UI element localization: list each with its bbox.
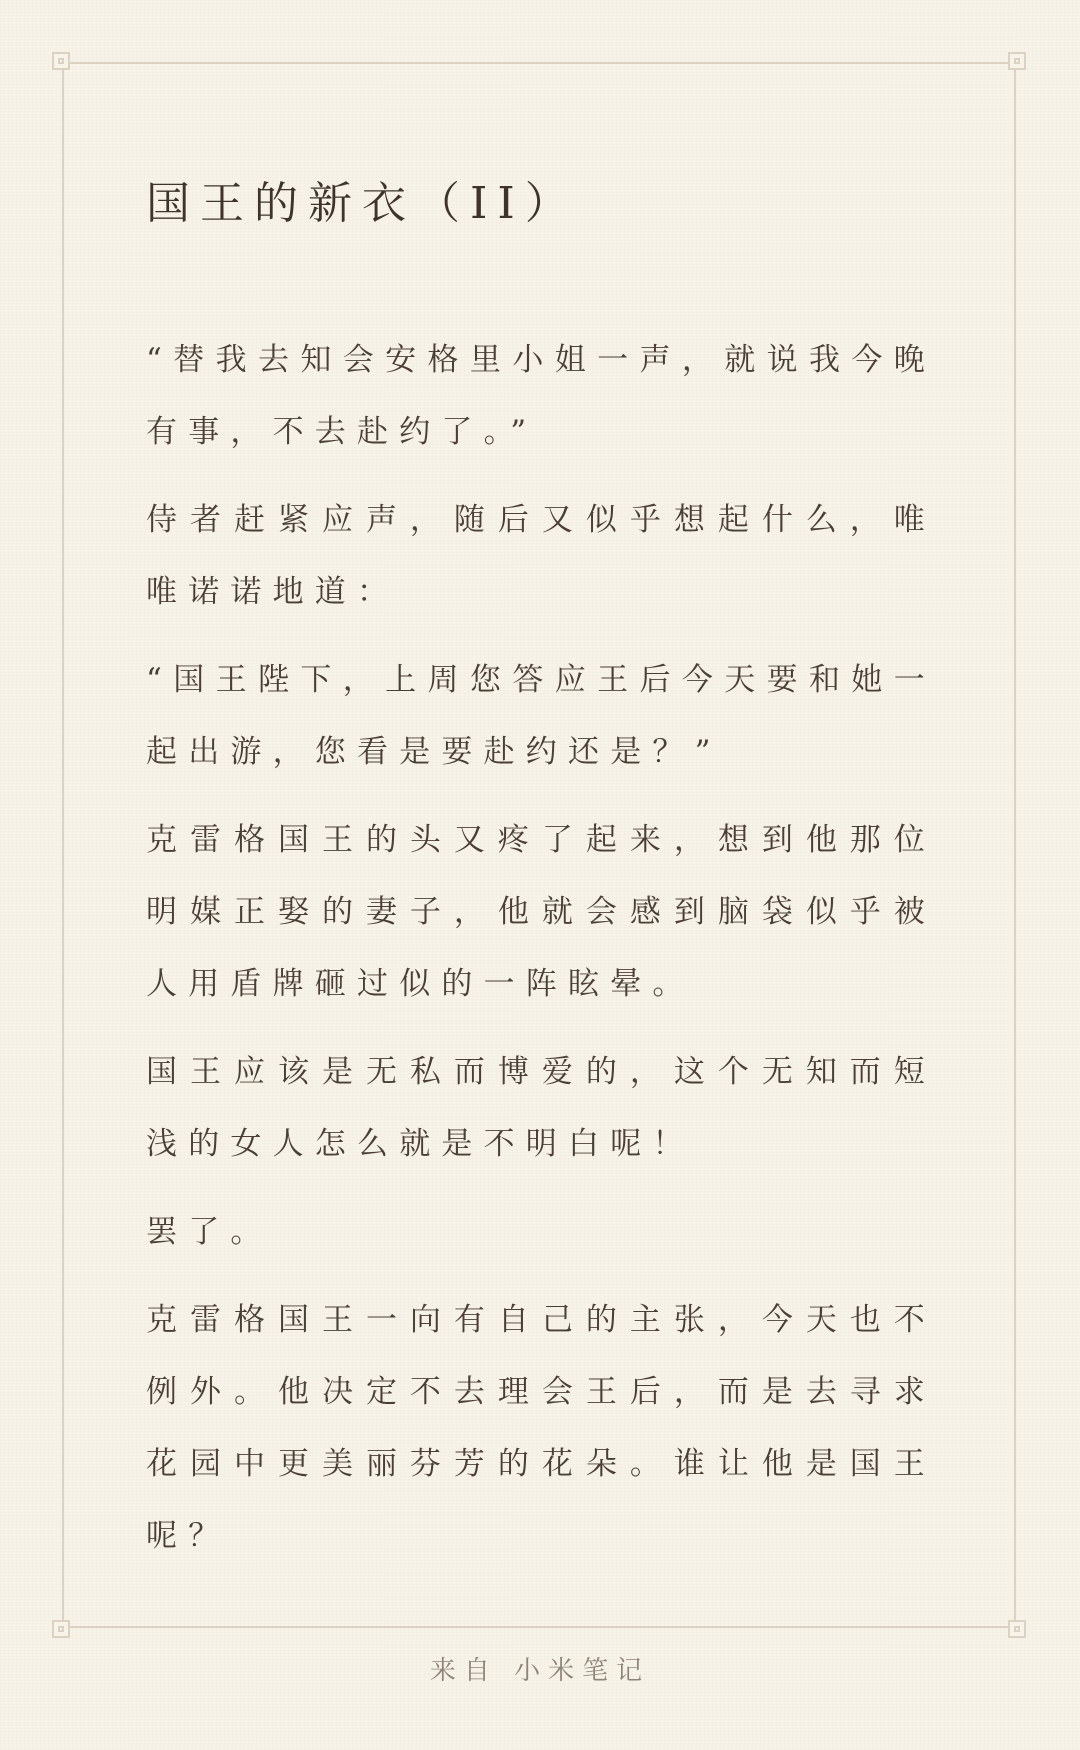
note-paragraph: “替我去知会安格里小姐一声，就说我今晚有事，不去赴约了。” (146, 342, 936, 450)
frame-corner-ornament (1008, 52, 1026, 70)
note-paragraph: 国王应该是无私而博爱的，这个无知而短浅的女人怎么就是不明白呢！ (146, 1054, 936, 1162)
frame-corner-ornament (52, 1620, 70, 1638)
note-body (146, 324, 936, 1572)
note-paragraph: 克雷格国王一向有自己的主张，今天也不例外。他决定不去理会王后，而是去寻求花园中更美丽芬芳的花朵。谁让他是国王呢？ (146, 1302, 936, 1554)
note-paragraph: 克雷格国王的头又疼了起来，想到他那位明媒正娶的妻子，他就会感到脑袋似乎被人用盾牌砸过似的一阵眩晕。 (146, 822, 936, 1002)
frame-corner-ornament (52, 52, 70, 70)
note-paragraph: 罢了。 (146, 1214, 273, 1250)
note-content (146, 170, 936, 1588)
source-footer: 来自 小米笔记 (429, 1656, 651, 1686)
note-title: 国王的新衣（II） (146, 178, 579, 229)
note-paragraph: “国王陛下，上周您答应王后今天要和她一起出游，您看是要赴约还是？” (146, 662, 936, 770)
note-paragraph: 侍者赶紧应声，随后又似乎想起什么，唯唯诺诺地道： (146, 502, 936, 610)
frame-corner-ornament (1008, 1620, 1026, 1638)
